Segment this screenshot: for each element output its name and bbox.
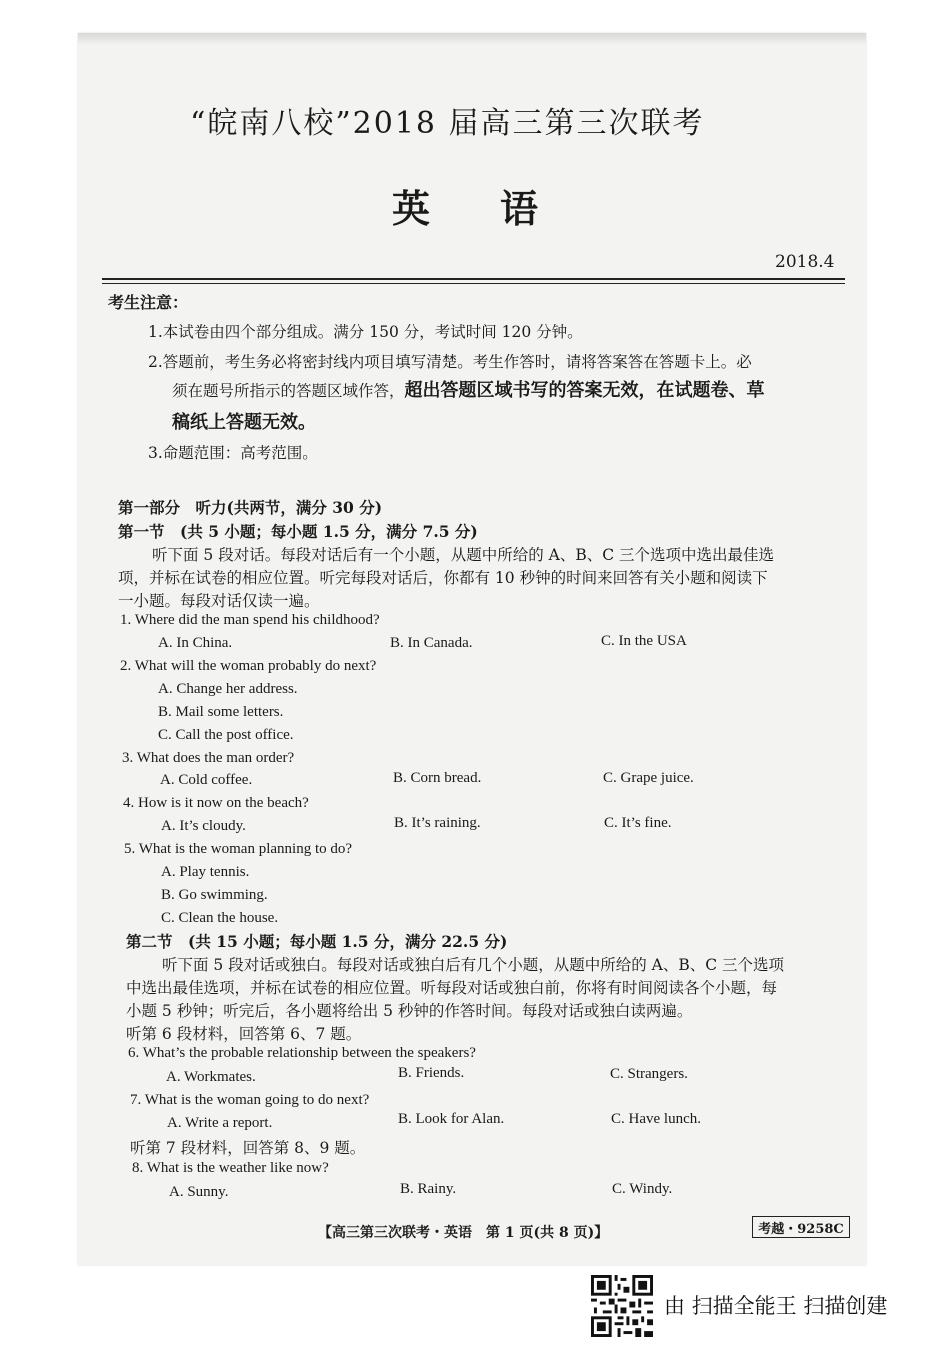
q7-option-b: B. Look for Alan. [398,1111,505,1127]
notice-item-2-line3: 稿纸上答题无效。 [172,412,316,433]
notice-heading: 考生注意： [108,293,189,312]
scanner-watermark: 由 扫描全能王 扫描创建 [664,1294,888,1318]
q3-option-a: A. Cold coffee. [160,772,253,788]
q2-option-b: B. Mail some letters. [158,704,284,720]
q4-option-b: B. It’s raining. [394,815,481,831]
q2-option-c: C. Call the post office. [158,727,294,743]
q5-option-b: B. Go swimming. [161,887,268,903]
q7-option-a: A. Write a report. [167,1115,273,1131]
notice-item-1: 1.本试卷由四个部分组成。满分 150 分，考试时间 120 分钟。 [148,323,583,341]
question-4: 4. How is it now on the beach? [123,795,309,811]
q5-option-a: A. Play tennis. [161,864,250,880]
q2-option-a: A. Change her address. [158,681,298,697]
section2-instruction-l1: 听下面 5 段对话或独白。每段对话或独白后有几个小题，从题中所给的 A、B、C 三个选项 [162,956,785,974]
notice-item-2-line1: 2.答题前，考生务必将密封线内项目填写清楚。考生作答时，请将答案答在答题卡上。必 [148,353,752,371]
header-divider-thin [102,283,845,284]
q4-option-c: C. It’s fine. [604,815,672,831]
section1-instruction-l3: 一小题。每段对话仅读一遍。 [118,592,320,610]
q1-option-b: B. In Canada. [390,635,473,651]
header-divider [102,278,845,280]
listen-material-6: 听第 6 段材料，回答第 6、7 题。 [126,1025,362,1043]
q8-option-b: B. Rainy. [400,1181,457,1197]
exam-date: 2018.4 [775,252,835,272]
exam-title: “皖南八校”2018 届高三第三次联考 [190,106,705,141]
section1-heading: 第一节 (共 5 小题；每小题 1.5 分，满分 7.5 分) [118,522,478,541]
section2-heading: 第二节 (共 15 小题；每小题 1.5 分，满分 22.5 分) [126,932,508,951]
question-1: 1. Where did the man spend his childhood? [120,612,380,628]
q3-option-b: B. Corn bread. [393,770,482,786]
question-2: 2. What will the woman probably do next? [120,658,377,674]
question-5: 5. What is the woman planning to do? [124,841,353,857]
notice-item-3: 3.命题范围：高考范围。 [148,444,318,462]
q7-option-c: C. Have lunch. [611,1111,701,1127]
qr-code-icon [591,1275,653,1337]
q6-option-b: B. Friends. [398,1065,465,1081]
q6-option-c: C. Strangers. [610,1066,688,1082]
part1-heading: 第一部分 听力(共两节，满分 30 分) [118,498,383,517]
section1-instruction-l1: 听下面 5 段对话。每段对话后有一个小题，从题中所给的 A、B、C 三个选项中选出最佳选 [152,546,775,564]
question-6: 6. What’s the probable relationship between the speakers? [128,1045,476,1061]
section1-instruction-l2: 项，并标在试卷的相应位置。听完每段对话后，你都有 10 秒钟的时间来回答有关小题和阅读下 [118,569,768,587]
notice-item-2-line2 [172,376,765,402]
q8-option-c: C. Windy. [612,1181,673,1197]
notice-item-2-line2-a: 须在题号所指示的答题区域作答， [172,382,405,400]
question-3: 3. What does the man order? [122,750,295,766]
exam-code-badge [752,1216,850,1238]
q5-option-c: C. Clean the house. [161,910,279,926]
q6-option-a: A. Workmates. [166,1069,256,1085]
exam-code: 考越・9258C [758,1221,844,1237]
question-8: 8. What is the weather like now? [132,1160,329,1176]
section2-instruction-l2: 中选出最佳选项，并标在试卷的相应位置。听每段对话或独白前，你将有时间阅读各个小题，每 [126,979,778,997]
subject-title: 英语 [392,186,609,231]
q1-option-c: C. In the USA [601,633,687,649]
listen-material-7: 听第 7 段材料，回答第 8、9 题。 [130,1139,366,1157]
question-7: 7. What is the woman going to do next? [130,1092,370,1108]
q3-option-c: C. Grape juice. [603,770,694,786]
section2-instruction-l3: 小题 5 秒钟；听完后，各小题将给出 5 秒钟的作答时间。每段对话或独白读两遍。 [126,1002,693,1020]
q8-option-a: A. Sunny. [169,1184,229,1200]
page-footer: 【高三第三次联考・英语 第 1 页(共 8 页)】 [318,1225,609,1241]
q4-option-a: A. It’s cloudy. [161,818,246,834]
notice-item-2-line2-b: 超出答题区域书写的答案无效，在试题卷、草 [404,380,765,401]
bleed-through-text [440,410,443,425]
q1-option-a: A. In China. [158,635,233,651]
